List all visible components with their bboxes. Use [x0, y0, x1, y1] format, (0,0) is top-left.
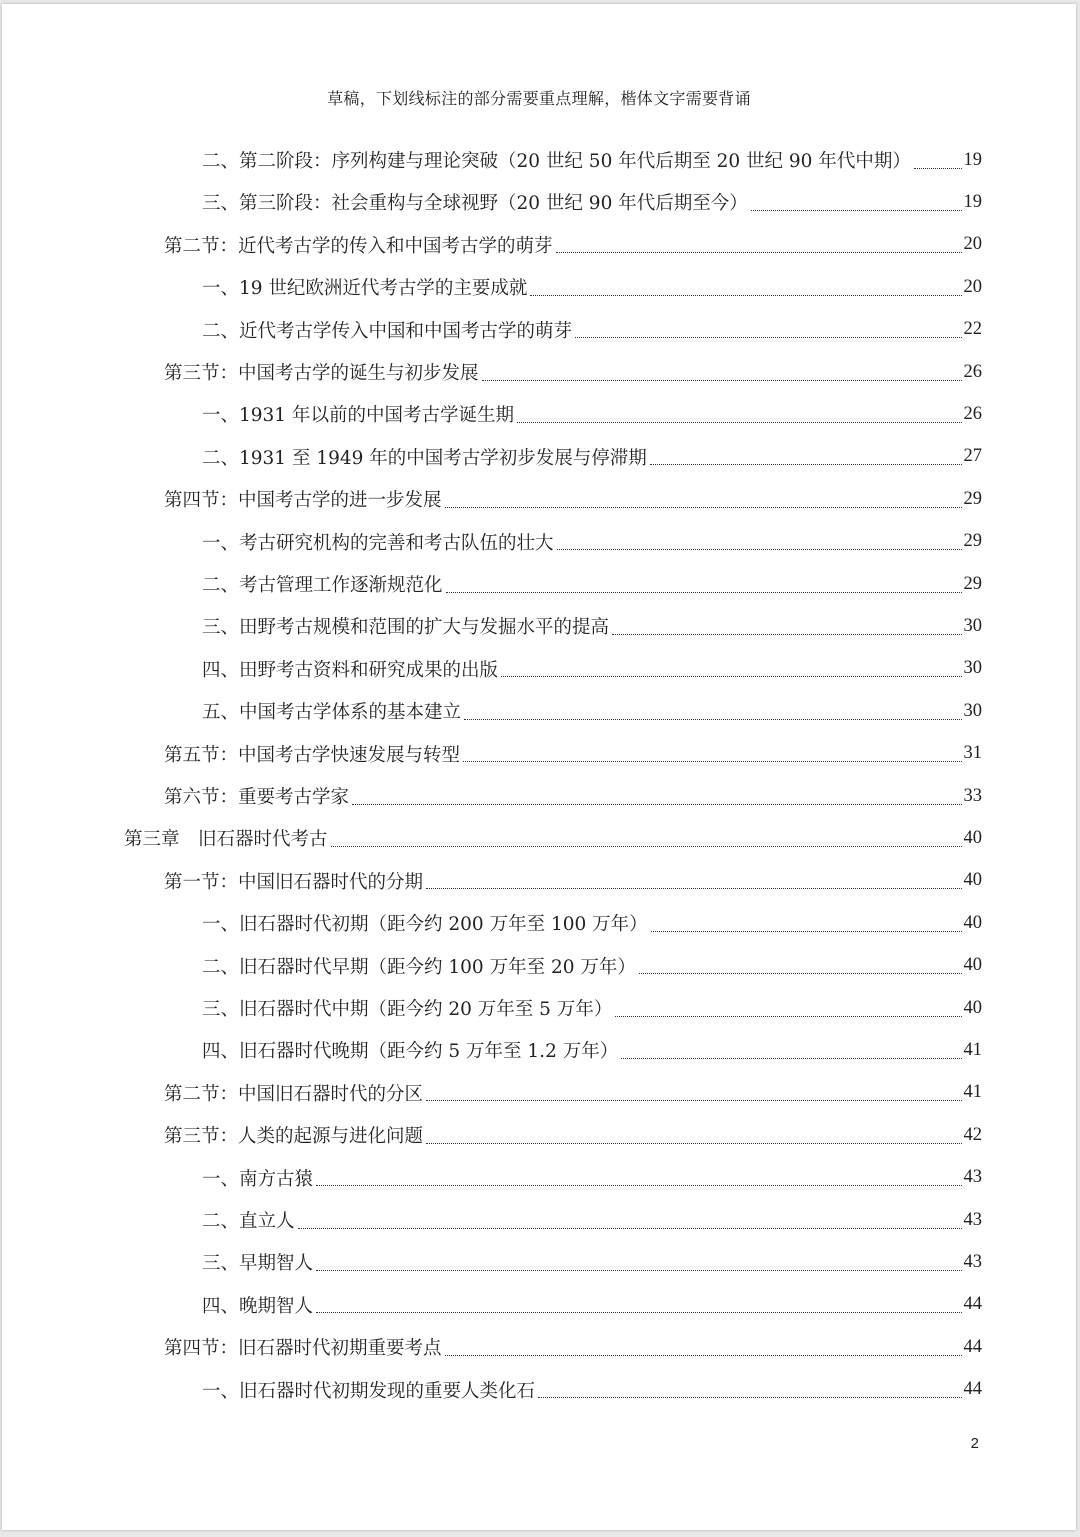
toc-entry-page: 40 [963, 912, 982, 933]
toc-entry-title: 一、旧石器时代初期（距今约 200 万年至 100 万年） [202, 914, 648, 936]
toc-entry-title: 四、旧石器时代晚期（距今约 5 万年至 1.2 万年） [202, 1041, 619, 1063]
toc-dot-leader [464, 719, 961, 720]
toc-dot-leader [615, 1016, 961, 1017]
toc-entry-title: 四、晚期智人 [202, 1295, 314, 1317]
toc-entry[interactable] [202, 393, 982, 435]
toc-entry-page: 31 [963, 743, 982, 764]
toc-entry-title: 第二节：近代考古学的传入和中国考古学的萌芽 [164, 235, 553, 257]
toc-entry-title: 第四节：旧石器时代初期重要考点 [164, 1338, 442, 1360]
toc-dot-leader [751, 210, 962, 211]
toc-entry-page: 30 [963, 615, 982, 636]
page-header: 草稿，下划线标注的部分需要重点理解，楷体文字需要背诵 [327, 89, 751, 108]
toc-dot-leader [426, 1100, 961, 1101]
toc-entry-title: 二、考古管理工作逐渐规范化 [202, 575, 443, 596]
toc-entry-page: 27 [963, 446, 982, 467]
toc-entry[interactable] [202, 690, 982, 732]
toc-entry[interactable] [202, 945, 982, 987]
toc-entry-title: 第三节：人类的起源与进化问题 [164, 1126, 424, 1148]
toc-entry-page: 26 [963, 403, 982, 424]
toc-entry[interactable] [124, 817, 982, 859]
toc-dot-leader [556, 252, 962, 253]
toc-entry[interactable] [164, 775, 982, 817]
toc-entry[interactable] [202, 1284, 982, 1326]
toc-entry-title: 三、第三阶段：社会重构与全球视野（20 世纪 90 年代后期至今） [202, 193, 748, 215]
toc-dot-leader [575, 337, 961, 338]
toc-entry-page: 43 [963, 1167, 982, 1188]
toc-entry[interactable] [164, 224, 982, 266]
toc-entry-page: 29 [963, 531, 982, 552]
toc-entry-title: 二、1931 至 1949 年的中国考古学初步发展与停滞期 [202, 447, 647, 469]
toc-dot-leader [316, 1312, 961, 1313]
toc-entry[interactable] [202, 181, 982, 223]
toc-entry-title: 二、近代考古学传入中国和中国考古学的萌芽 [202, 320, 573, 342]
toc-entry[interactable] [164, 478, 982, 520]
toc-dot-leader [445, 507, 962, 508]
toc-entry-page: 44 [963, 1294, 982, 1315]
toc-entry-page: 40 [963, 997, 982, 1018]
toc-entry[interactable] [202, 987, 982, 1029]
toc-entry-page: 41 [963, 1039, 982, 1060]
toc-entry[interactable] [202, 436, 982, 478]
toc-dot-leader [530, 295, 961, 296]
toc-entry[interactable] [202, 309, 982, 351]
toc-entry[interactable] [164, 1072, 982, 1114]
toc-entry-title: 三、田野考古规模和范围的扩大与发掘水平的提高 [202, 617, 610, 639]
toc-entry-title: 四、田野考古资料和研究成果的出版 [202, 659, 499, 681]
toc-dot-leader [650, 464, 962, 465]
toc-entry-page: 42 [963, 1124, 982, 1145]
toc-entry[interactable] [202, 605, 982, 647]
page-number: 2 [970, 1435, 979, 1452]
toc-entry-page: 44 [963, 1379, 982, 1400]
toc-entry-page: 33 [963, 785, 982, 806]
toc-entry-title: 三、早期智人 [202, 1253, 314, 1275]
toc-entry[interactable] [164, 351, 982, 393]
toc-entry-page: 22 [963, 319, 982, 340]
toc-entry-title: 第二节：中国旧石器时代的分区 [164, 1083, 424, 1105]
toc-entry-page: 20 [963, 276, 982, 297]
toc-dot-leader [557, 549, 962, 550]
toc-entry[interactable] [202, 1157, 982, 1199]
toc-entry[interactable] [202, 1199, 982, 1241]
toc-entry-title: 二、第二阶段：序列构建与理论突破（20 世纪 50 年代后期至 20 世纪 90 年代中期） [202, 151, 911, 172]
toc-entry[interactable] [202, 139, 982, 181]
toc-entry-title: 五、中国考古学体系的基本建立 [202, 702, 462, 724]
toc-entry-page: 40 [963, 827, 982, 848]
toc-dot-leader [621, 1058, 961, 1059]
toc-dot-leader [352, 804, 961, 805]
toc-dot-leader [426, 888, 961, 889]
toc-dot-leader [639, 973, 962, 974]
toc-entry-page: 30 [963, 700, 982, 721]
toc-entry-page: 43 [963, 1251, 982, 1272]
toc-entry-page: 43 [963, 1209, 982, 1230]
toc-dot-leader [316, 1185, 961, 1186]
toc-entry[interactable] [202, 1241, 982, 1283]
toc-dot-leader [298, 1228, 962, 1229]
toc-entry-page: 30 [963, 658, 982, 679]
toc-entry-title: 一、1931 年以前的中国考古学诞生期 [202, 405, 514, 427]
toc-entry[interactable] [202, 1029, 982, 1071]
toc-dot-leader [331, 846, 962, 847]
toc-entry-page: 44 [963, 1336, 982, 1357]
toc-entry-title: 一、考古研究机构的完善和考古队伍的壮大 [202, 532, 554, 554]
toc-entry-title: 第三节：中国考古学的诞生与初步发展 [164, 363, 479, 384]
toc-entry-title: 第三章 旧石器时代考古 [124, 829, 328, 851]
toc-entry-title: 一、旧石器时代初期发现的重要人类化石 [202, 1380, 536, 1402]
toc-dot-leader [914, 168, 962, 169]
toc-entry-page: 26 [963, 361, 982, 382]
toc-dot-leader [463, 761, 961, 762]
toc-entry[interactable] [202, 902, 982, 944]
toc-entry[interactable] [202, 563, 982, 605]
toc-dot-leader [482, 380, 962, 381]
toc-entry-title: 二、直立人 [202, 1211, 295, 1232]
toc-entry-page: 29 [963, 488, 982, 509]
toc-dot-leader [446, 592, 962, 593]
toc-entry-title: 第六节：重要考古学家 [164, 787, 350, 808]
toc-entry-title: 二、旧石器时代早期（距今约 100 万年至 20 万年） [202, 956, 636, 978]
toc-entry-title: 一、19 世纪欧洲近代考古学的主要成就 [202, 278, 528, 300]
toc-entry[interactable] [164, 860, 982, 902]
toc-entry-page: 20 [963, 234, 982, 255]
toc-dot-leader [426, 1143, 961, 1144]
toc-dot-leader [517, 422, 962, 423]
toc-entry[interactable] [202, 266, 982, 308]
toc-entry-title: 第一节：中国旧石器时代的分期 [164, 871, 424, 893]
toc-entry-page: 19 [963, 191, 982, 212]
toc-entry-title: 一、南方古猿 [202, 1168, 314, 1190]
toc-entry-title: 第五节：中国考古学快速发展与转型 [164, 744, 461, 766]
toc-entry[interactable] [164, 1114, 982, 1156]
toc-entry[interactable] [202, 521, 982, 563]
toc-entry-page: 40 [963, 955, 982, 976]
toc-dot-leader [538, 1397, 961, 1398]
document-page [2, 4, 1076, 1530]
toc-dot-leader [501, 676, 961, 677]
toc-entry[interactable] [202, 648, 982, 690]
toc-entry-page: 19 [963, 149, 982, 170]
toc-entry-title: 三、旧石器时代中期（距今约 20 万年至 5 万年） [202, 999, 613, 1020]
toc-dot-leader [651, 931, 962, 932]
toc-entry[interactable] [202, 1369, 982, 1411]
toc-entry-page: 40 [963, 870, 982, 891]
toc-dot-leader [316, 1270, 961, 1271]
toc-entry-title: 第四节：中国考古学的进一步发展 [164, 490, 442, 512]
toc-entry-page: 29 [963, 573, 982, 594]
toc-entry-page: 41 [963, 1082, 982, 1103]
toc-entry[interactable] [164, 733, 982, 775]
toc-entry[interactable] [164, 1326, 982, 1368]
toc-dot-leader [445, 1355, 962, 1356]
toc-dot-leader [612, 634, 961, 635]
